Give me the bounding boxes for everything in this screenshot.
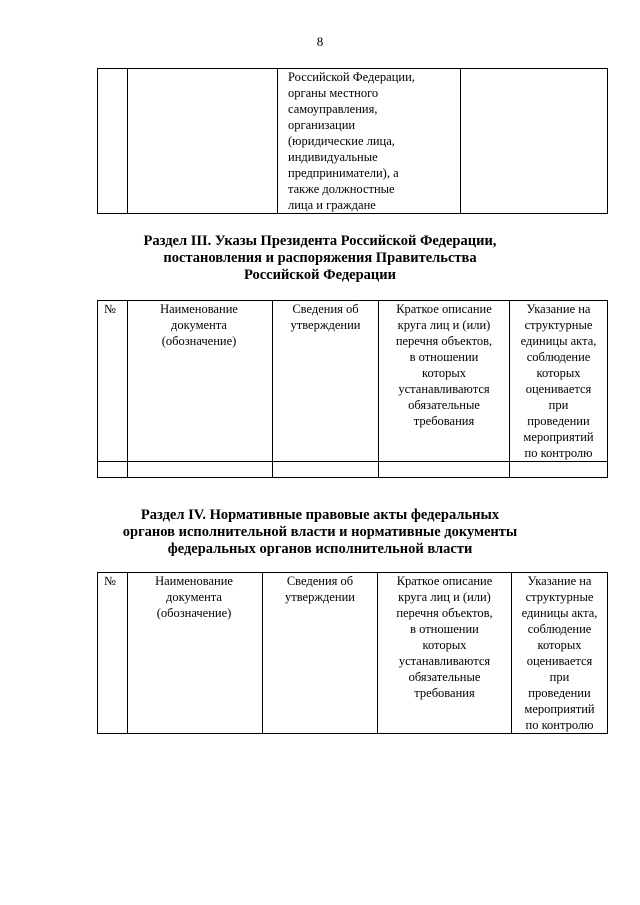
column-header-number: № [98,301,128,462]
text-line: предприниматели), а [288,166,399,180]
table-row [98,69,608,214]
text-line: в отношении [409,350,479,364]
section-3-title [0,233,640,284]
text-line: Наименование [160,302,238,316]
text-line: перечня объектов, [396,606,493,620]
text-line: обязательные [408,398,480,412]
text-line: при [549,670,570,684]
text-line: Российской Федерации [243,267,396,283]
table-cell [379,462,510,478]
text-line: постановления и распоряжения Правительства [163,250,477,266]
table-row [98,462,608,478]
text-line: Краткое описание [396,302,492,316]
text-line: Раздел III. Указы Президента Российской Федерации, [143,233,497,249]
text-line: самоуправления, [288,102,378,116]
table-cell [273,462,379,478]
text-line: (обозначение) [156,606,232,620]
text-line: лица и граждане [288,198,376,212]
text-line: Раздел IV. Нормативные правовые акты федеральных [140,507,500,523]
text-line: (юридические лица, [288,134,395,148]
table-cell [98,462,128,478]
text-line: круга лиц и (или) [397,318,491,332]
section-3-table [97,300,608,478]
text-line: которых [422,366,466,380]
text-line: Указание на [527,574,592,588]
text-line: утверждении [290,318,361,332]
text-line: Указание на [526,302,591,316]
text-line: которых [422,638,467,652]
table-cell [510,462,608,478]
text-line: мероприятий [523,430,594,444]
table-cell [128,69,278,214]
table-cell [128,462,273,478]
column-header-name [128,573,263,734]
section-4-table [97,572,608,734]
text-line: структурные [524,318,593,332]
text-line: Сведения об [286,574,354,588]
column-header-approval [263,573,378,734]
column-header-units [512,573,608,734]
text-line: которых [536,366,581,380]
text-line: перечня объектов, [395,334,493,348]
continuation-table [97,68,608,214]
column-header-name [128,301,273,462]
text-line: органы местного [288,86,379,100]
text-line: организации [288,118,356,132]
text-line: устанавливаются [398,654,491,668]
text-line: оценивается [525,382,592,396]
text-line: документа [166,590,222,604]
text-line: в отношении [410,622,479,636]
text-line: органов исполнительной власти и нормативные документы [122,524,518,540]
text-line: единицы акта, [521,606,598,620]
text-line: которых [537,638,582,652]
text-line: Российской Федерации, [288,70,415,84]
table-header-row [98,301,608,462]
text-line: соблюдение [526,350,591,364]
text-line: также должностные [288,182,395,196]
table-cell [278,69,461,214]
text-line: проведении [527,414,590,428]
text-line: по контролю [525,718,594,732]
table-cell [98,69,128,214]
text-line: требования [414,686,475,700]
text-line: устанавливаются [398,382,490,396]
text-line: соблюдение [527,622,592,636]
text-line: оценивается [526,654,593,668]
column-header-number: № [98,573,128,734]
text-line: при [548,398,569,412]
text-line: единицы акта, [520,334,597,348]
text-line: индивидуальные [288,150,378,164]
text-line: федеральных органов исполнительной власти [167,541,473,557]
text-line: круга лиц и (или) [398,590,491,604]
text-line: документа [171,318,227,332]
text-line: обязательные [408,670,481,684]
section-4-title [0,507,640,558]
text-line: Сведения об [292,302,359,316]
table-header-row [98,573,608,734]
text-line: Наименование [155,574,233,588]
text-line: структурные [525,590,594,604]
column-header-description [379,301,510,462]
text-line: требования [413,414,475,428]
table-cell [461,69,608,214]
column-header-units [510,301,608,462]
text-line: (обозначение) [161,334,237,348]
text-line: утверждении [285,590,355,604]
text-line: по контролю [524,446,593,460]
page-number: 8 [316,34,324,49]
text-line: Краткое описание [396,574,493,588]
column-header-approval [273,301,379,462]
text-line: проведении [528,686,591,700]
text-line: мероприятий [524,702,595,716]
column-header-description [378,573,512,734]
